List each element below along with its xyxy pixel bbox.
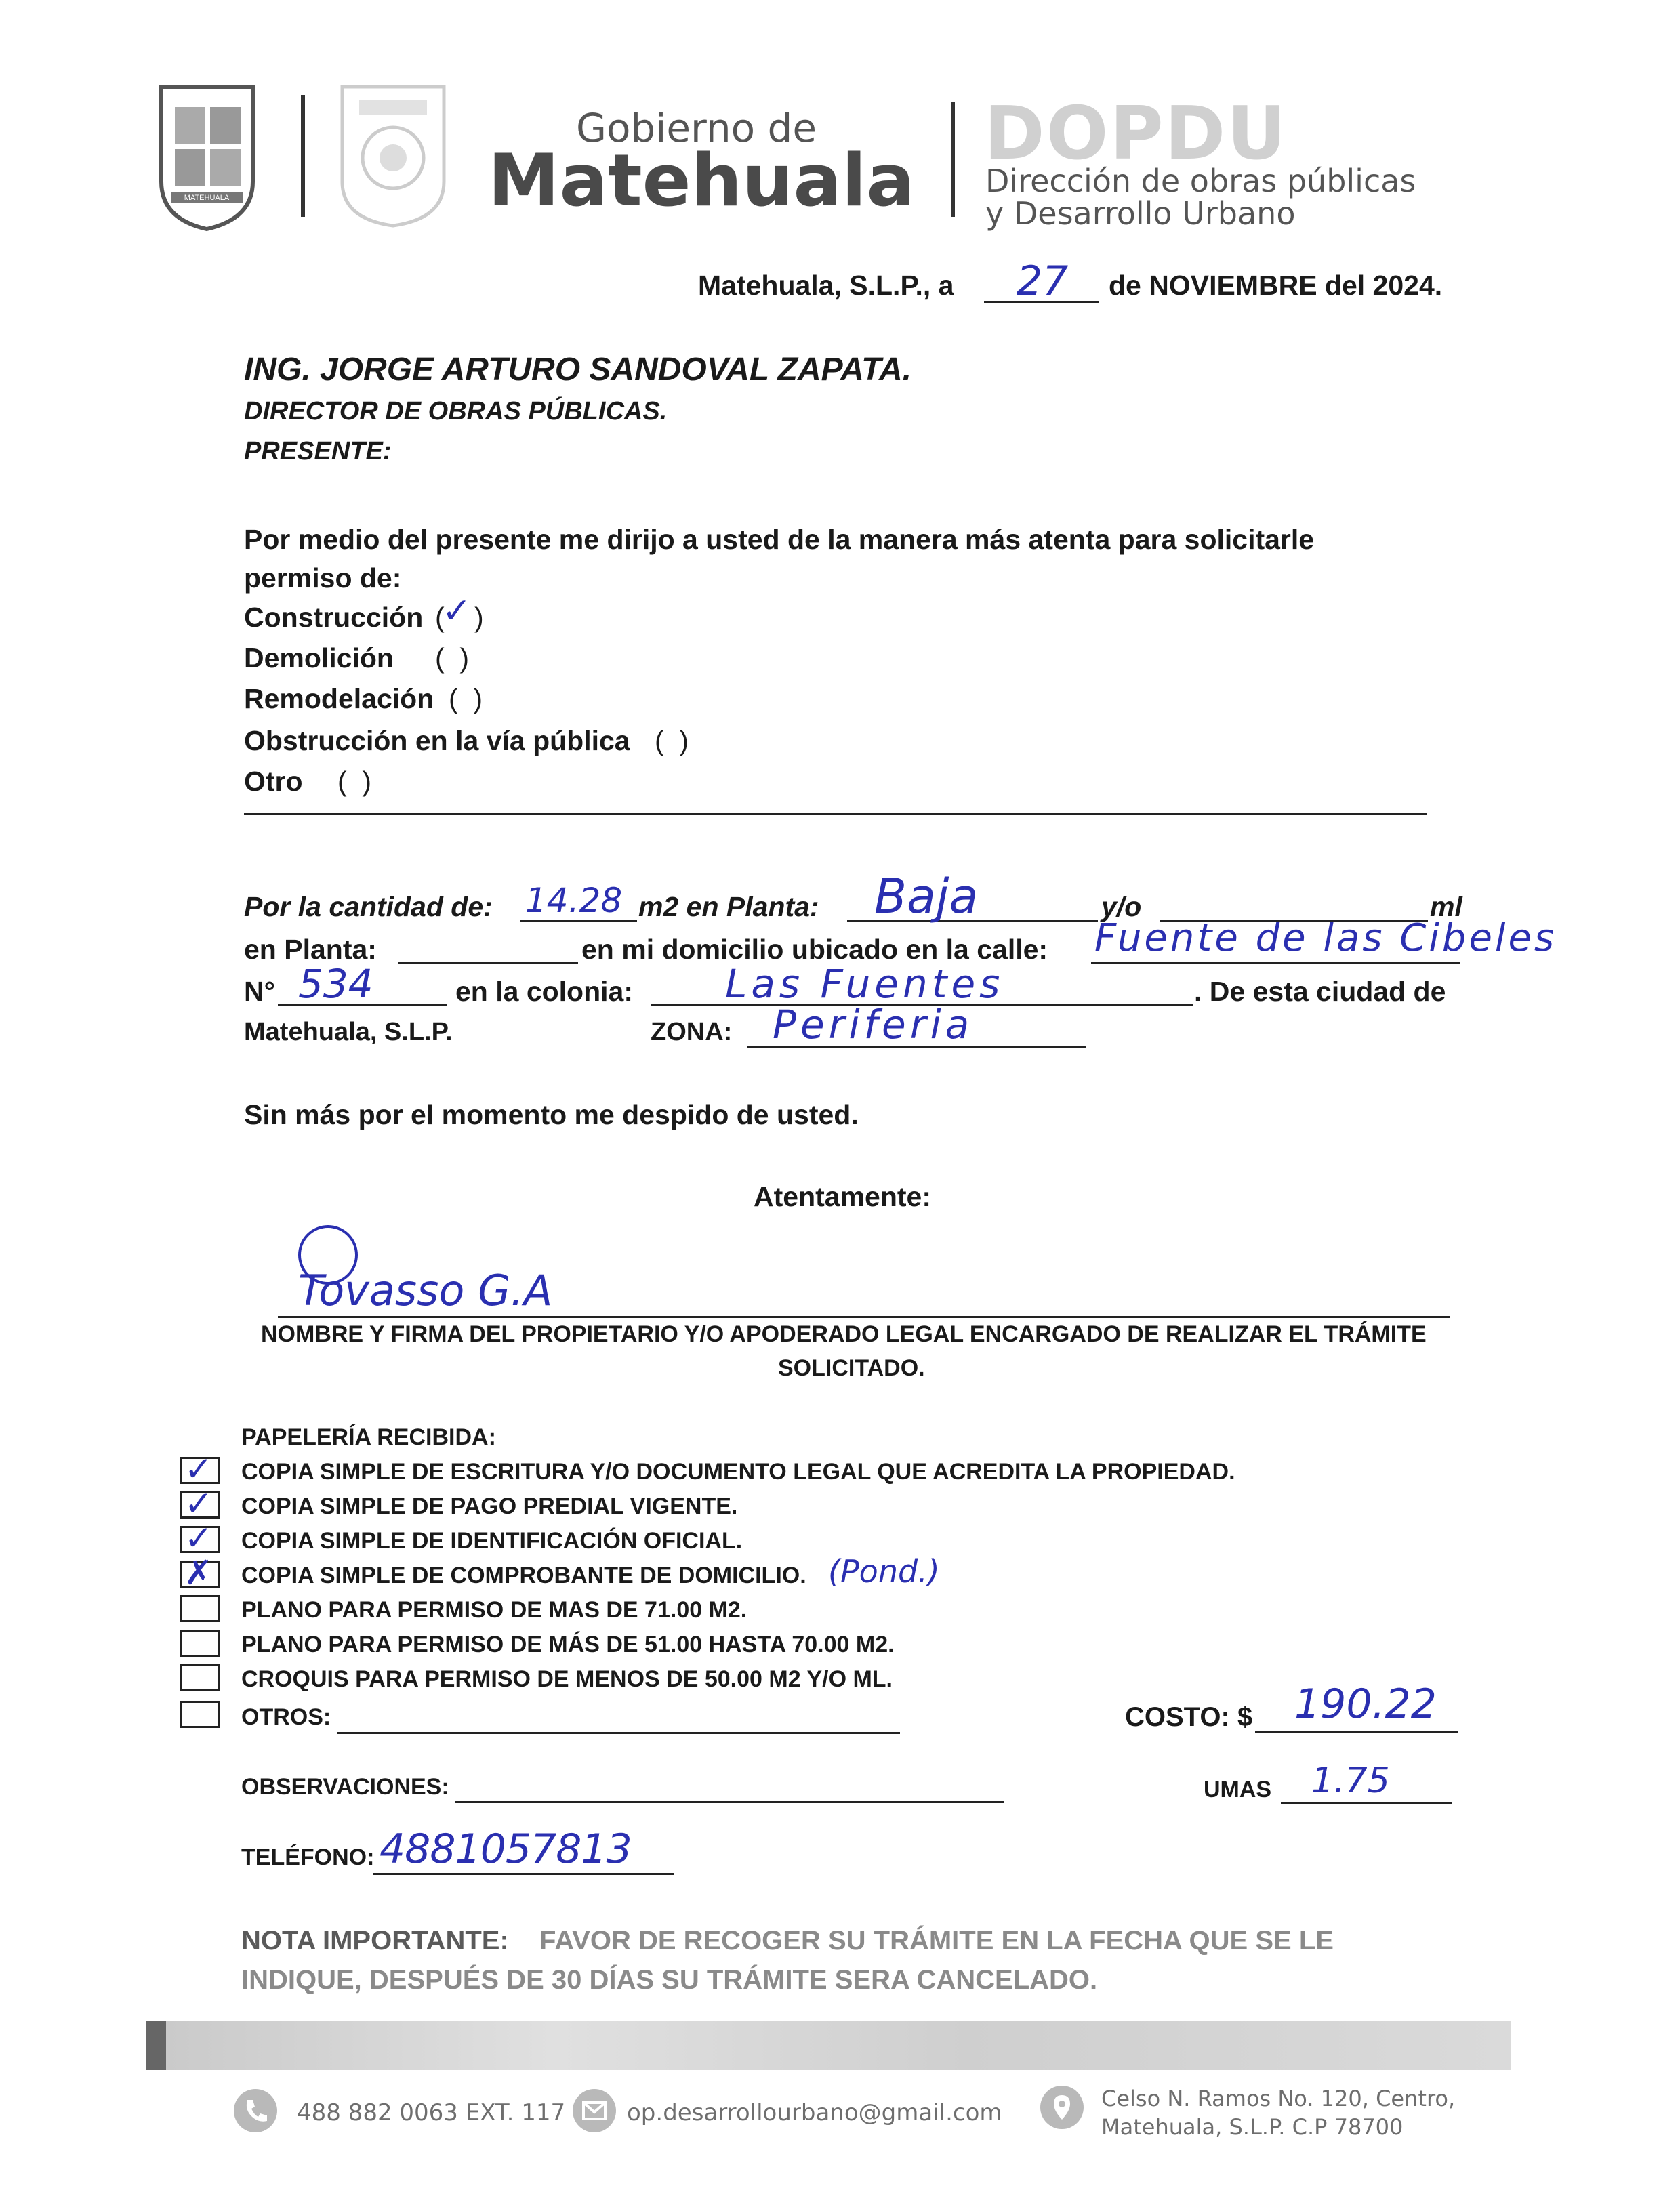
date-suffix: de NOVIEMBRE del 2024. (1109, 270, 1443, 301)
domicilio-label: en mi domicilio ubicado en la calle: (581, 934, 1048, 965)
checkbox-predial[interactable]: ✓ (180, 1491, 220, 1519)
calle-value: Fuente de las Cibeles (1094, 916, 1557, 960)
intro-line1: Por medio del presente me dirijo a usted de la manera más atenta para solicitarle (244, 524, 1315, 555)
band-dark-edge (146, 2021, 166, 2070)
dept-name-line2: y Desarrollo Urbano (985, 195, 1296, 232)
permit-remodelacion-label: Remodelación (244, 683, 434, 714)
numero-value: 534 (298, 961, 373, 1007)
ciudad-label: . De esta ciudad de (1194, 976, 1446, 1007)
nota-label: NOTA IMPORTANTE: (241, 1926, 509, 1956)
costo-value: 190.22 (1294, 1680, 1437, 1728)
permit-construccion-paren-close: ) (474, 602, 484, 633)
item-plano-71-label: PLANO PARA PERMISO DE MAS DE 71.00 M2. (241, 1597, 747, 1623)
permit-obstruccion-label: Obstrucción en la vía pública (244, 725, 630, 756)
recipient-title: DIRECTOR DE OBRAS PÚBLICAS. (244, 397, 668, 426)
planta-value: Baja (874, 869, 979, 924)
email-icon (573, 2089, 616, 2132)
gov-title-line2: Matehuala (488, 139, 915, 222)
svg-text:MATEHUALA: MATEHUALA (184, 194, 230, 202)
permit-demolicion-label: Demolición (244, 642, 394, 674)
city-emblem-logo (335, 80, 451, 229)
item-domicilio-note: (Pond.) (828, 1553, 940, 1590)
signature-handwritten: Tovasso G.A (298, 1266, 553, 1315)
umas-value: 1.75 (1311, 1760, 1390, 1801)
observaciones-label: OBSERVACIONES: (241, 1774, 449, 1800)
otro-blank-line (244, 813, 1427, 815)
checkbox-domicilio[interactable]: ✗ (180, 1561, 220, 1588)
footer-email: op.desarrollourbano@gmail.com (627, 2099, 1002, 2126)
decorative-band (146, 2021, 1511, 2070)
permit-construccion-paren: ( (435, 602, 445, 633)
farewell-text: Sin más por el momento me despido de usted. (244, 1099, 859, 1130)
item-predial-label: COPIA SIMPLE DE PAGO PREDIAL VIGENTE. (241, 1493, 738, 1519)
observaciones-underline (455, 1775, 1004, 1803)
footer-phone: 488 882 0063 EXT. 117 (297, 2099, 566, 2126)
signature-line (278, 1287, 1450, 1318)
footer-address-1: Celso N. Ramos No. 120, Centro, (1101, 2086, 1456, 2111)
m2-planta-label: m2 en Planta: (638, 891, 819, 922)
item-identificacion-label: COPIA SIMPLE DE IDENTIFICACIÓN OFICIAL. (241, 1528, 743, 1554)
city-label: Matehuala, S.L.P. (244, 1018, 453, 1046)
colonia-label: en la colonia: (455, 976, 633, 1007)
umas-label: UMAS (1204, 1777, 1272, 1802)
recipient-presente: PRESENTE: (244, 437, 392, 466)
gov-title-line1: Gobierno de (576, 105, 817, 151)
item-plano-51-label: PLANO PARA PERMISO DE MÁS DE 51.00 HASTA 70.00 M2. (241, 1632, 895, 1657)
permit-construccion-label: Construcción (244, 602, 424, 633)
header-divider-2 (951, 102, 955, 217)
recipient-name: ING. JORGE ARTURO SANDOVAL ZAPATA. (244, 352, 911, 388)
checkbox-croquis[interactable] (180, 1664, 220, 1691)
papeleria-title: PAPELERÍA RECIBIDA: (241, 1424, 496, 1450)
signature-caption-1: NOMBRE Y FIRMA DEL PROPIETARIO Y/O APODERADO LEGAL ENCARGADO DE REALIZAR EL TRÁMITE (261, 1321, 1427, 1347)
footer-address-2: Matehuala, S.L.P. C.P 78700 (1101, 2114, 1404, 2140)
header-divider (301, 95, 305, 217)
dept-name-line1: Dirección de obras públicas (985, 163, 1416, 199)
en-planta-label: en Planta: (244, 934, 377, 965)
coat-of-arms-logo (148, 73, 266, 232)
checkbox-otros[interactable] (180, 1701, 220, 1728)
nota-text-2: INDIQUE, DESPUÉS DE 30 DÍAS SU TRÁMITE SERA CANCELADO. (241, 1965, 1098, 1995)
telefono-label: TELÉFONO: (241, 1844, 375, 1870)
nota-text-1: FAVOR DE RECOGER SU TRÁMITE EN LA FECHA QUE SE LE (539, 1926, 1334, 1956)
item-croquis-label: CROQUIS PARA PERMISO DE MENOS DE 50.00 M2 Y/O ML. (241, 1666, 893, 1692)
checkbox-identificacion[interactable]: ✓ (180, 1526, 220, 1553)
date-day-value: 27 (1017, 257, 1069, 305)
otros-underline (337, 1706, 900, 1734)
permit-otro-label: Otro (244, 766, 303, 797)
checkbox-escritura[interactable]: ✓ (180, 1457, 220, 1484)
permit-demolicion-paren: ( ) (435, 642, 470, 674)
zona-label: ZONA: (651, 1018, 733, 1046)
cantidad-value: 14.28 (525, 881, 623, 920)
costo-label: COSTO: $ (1125, 1702, 1253, 1732)
permit-remodelacion-paren: ( ) (449, 683, 483, 714)
permit-obstruccion-paren: ( ) (655, 725, 689, 756)
telefono-value: 4881057813 (380, 1825, 632, 1873)
item-domicilio-label: COPIA SIMPLE DE COMPROBANTE DE DOMICILIO. (241, 1563, 806, 1588)
colonia-value: Las Fuentes (725, 961, 1004, 1007)
permit-construccion-mark: ✓ (442, 591, 472, 632)
intro-line2: permiso de: (244, 562, 402, 594)
permit-otro-paren: ( ) (337, 766, 372, 797)
zona-value: Periferia (773, 1002, 974, 1048)
signature-caption-2: SOLICITADO. (778, 1355, 925, 1381)
checkbox-plano-71[interactable] (180, 1595, 220, 1622)
phone-icon (234, 2089, 277, 2132)
cantidad-label: Por la cantidad de: (244, 891, 493, 922)
ml-label: ml (1430, 891, 1462, 922)
dept-acronym: DOPDU (984, 91, 1288, 176)
numero-label: N° (244, 976, 276, 1007)
atentamente-text: Atentamente: (754, 1181, 931, 1212)
checkbox-plano-51[interactable] (180, 1630, 220, 1657)
location-pin-icon (1040, 2086, 1084, 2129)
item-otros-label: OTROS: (241, 1704, 331, 1730)
en-planta-underline (398, 935, 578, 964)
item-escritura-label: COPIA SIMPLE DE ESCRITURA Y/O DOCUMENTO LEGAL QUE ACREDITA LA PROPIEDAD. (241, 1459, 1235, 1485)
yo-label: y/o (1101, 891, 1142, 922)
date-prefix: Matehuala, S.L.P., a (698, 270, 954, 301)
